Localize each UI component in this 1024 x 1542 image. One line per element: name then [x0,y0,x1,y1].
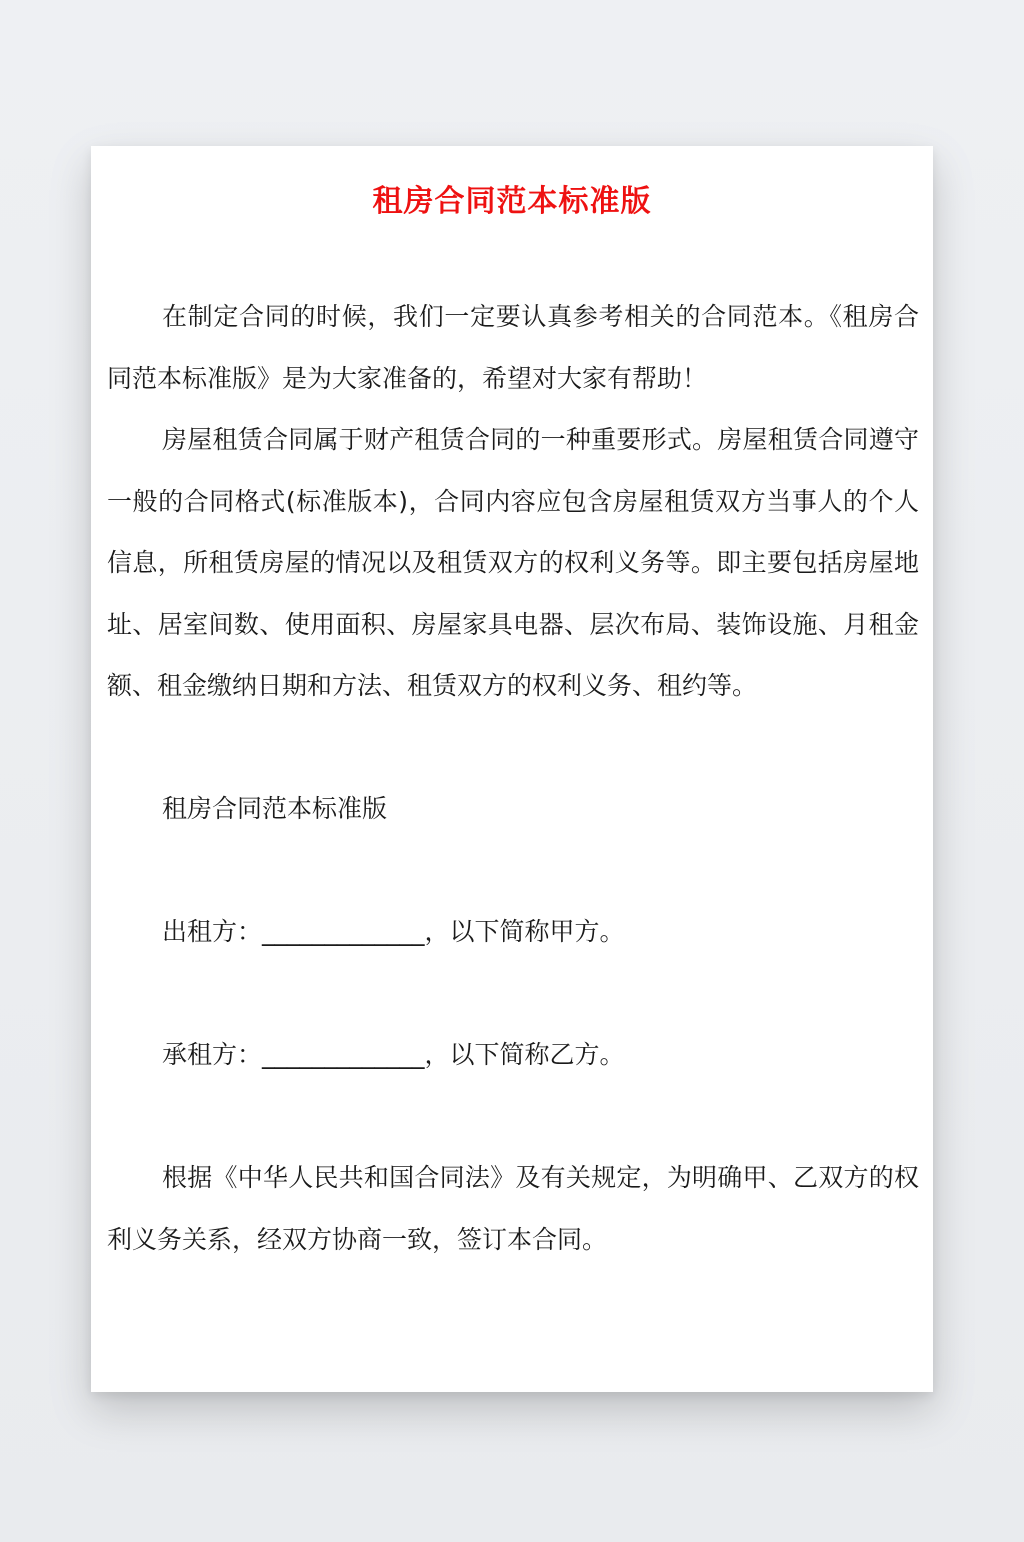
blank-line [107,717,919,779]
blank-line [107,963,919,1025]
lessee-line: 承租方：_____________，以下简称乙方。 [162,1040,625,1069]
legal-basis-paragraph: 根据《中华人民共和国合同法》及有关规定，为明确甲、乙双方的权利义务关系，经双方协商一致，签订本合同。 [107,1163,919,1254]
description-paragraph: 房屋租赁合同属于财产租赁合同的一种重要形式。房屋租赁合同遵守一般的合同格式(标准版本)，合同内容应包含房屋租赁双方当事人的个人信息，所租赁房屋的情况以及租赁双方的权利义务等。即主要包括房屋地址、居室间数、使用面积、房屋家具电器、层次布局、装饰设施、月租金额、租金缴纳日期和方法、租赁双方的权利义务、租约等。 [107,425,919,700]
document-body [107,286,919,1270]
intro-paragraph: 在制定合同的时候，我们一定要认真参考相关的合同范本。《租房合同范本标准版》是为大家准备的，希望对大家有帮助！ [107,302,919,393]
document-page [91,146,933,1392]
blank-line [107,1086,919,1148]
blank-line [107,840,919,902]
document-title: 租房合同范本标准版 [372,184,652,219]
lessor-line: 出租方：_____________，以下简称甲方。 [162,917,625,946]
contract-subtitle: 租房合同范本标准版 [162,794,388,823]
